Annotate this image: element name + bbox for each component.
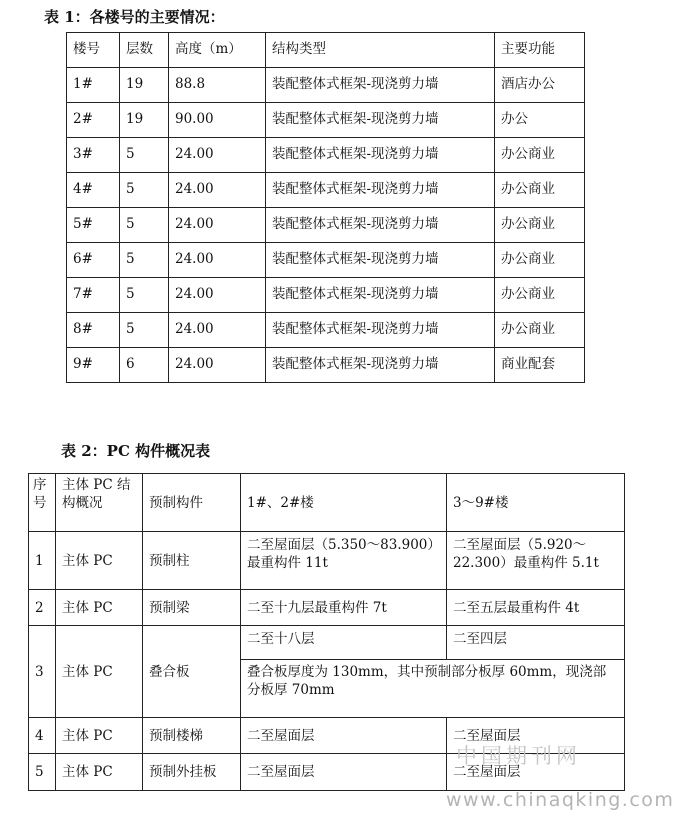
cell-main-function: 办公 xyxy=(495,103,585,138)
cell-building-3-9: 二至屋面层（5.920～22.300）最重构件 5.1t xyxy=(447,532,625,590)
cell-seq-no: 2 xyxy=(29,590,56,626)
watermark-site-name: 中国期刊网 xyxy=(456,744,581,768)
cell-structure-type: 装配整体式框架-现浇剪力墙 xyxy=(266,68,495,103)
cell-building-no: 8# xyxy=(67,313,120,348)
cell-structure-type: 主体 PC xyxy=(56,718,143,754)
cell-building-no: 4# xyxy=(67,173,120,208)
cell-height: 24.00 xyxy=(169,173,266,208)
table-row xyxy=(29,532,625,590)
cell-main-function: 办公商业 xyxy=(495,278,585,313)
watermark-url: www.chinaqking.com xyxy=(446,789,675,811)
cell-structure-type: 装配整体式框架-现浇剪力墙 xyxy=(266,103,495,138)
cell-seq-no: 1 xyxy=(29,532,56,590)
cell-component: 预制梁 xyxy=(143,590,241,626)
cell-component: 预制楼梯 xyxy=(143,718,241,754)
table-row xyxy=(29,590,625,626)
header-building-1-2: 1#、2#楼 xyxy=(241,474,447,532)
cell-component: 叠合板 xyxy=(143,626,241,718)
header-structure-type: 结构类型 xyxy=(266,33,495,68)
cell-structure-type: 主体 PC xyxy=(56,590,143,626)
cell-building-3-9: 二至屋面层 xyxy=(447,754,625,791)
cell-building-1-2: 二至屋面层 xyxy=(241,754,447,791)
cell-main-function: 办公商业 xyxy=(495,243,585,278)
header-structure-overview: 主体 PC 结构概况 xyxy=(56,474,143,532)
cell-height: 24.00 xyxy=(169,208,266,243)
cell-floors: 19 xyxy=(120,103,169,138)
cell-structure-type: 装配整体式框架-现浇剪力墙 xyxy=(266,313,495,348)
cell-building-no: 6# xyxy=(67,243,120,278)
cell-building-1-2: 二至屋面层 xyxy=(241,718,447,754)
cell-height: 24.00 xyxy=(169,243,266,278)
header-prefab-component: 预制构件 xyxy=(143,474,241,532)
header-seq-no: 序号 xyxy=(29,474,56,532)
cell-building-no: 7# xyxy=(67,278,120,313)
table1-title: 表 1：各楼号的主要情况： xyxy=(44,8,225,26)
cell-structure-type: 主体 PC xyxy=(56,532,143,590)
cell-seq-no: 4 xyxy=(29,718,56,754)
cell-height: 24.00 xyxy=(169,278,266,313)
cell-structure-type: 主体 PC xyxy=(56,754,143,791)
cell-main-function: 商业配套 xyxy=(495,348,585,383)
cell-main-function: 办公商业 xyxy=(495,173,585,208)
cell-main-function: 办公商业 xyxy=(495,208,585,243)
table-header-row xyxy=(29,474,625,532)
cell-building-1-2: 二至十八层 xyxy=(241,626,447,660)
table-row xyxy=(67,138,585,173)
cell-height: 24.00 xyxy=(169,138,266,173)
cell-structure-type: 装配整体式框架-现浇剪力墙 xyxy=(266,173,495,208)
cell-main-function: 办公商业 xyxy=(495,138,585,173)
cell-height: 90.00 xyxy=(169,103,266,138)
table-row xyxy=(67,348,585,383)
cell-floors: 19 xyxy=(120,68,169,103)
cell-main-function: 酒店办公 xyxy=(495,68,585,103)
cell-component: 预制柱 xyxy=(143,532,241,590)
header-height: 高度（m） xyxy=(169,33,266,68)
cell-building-no: 2# xyxy=(67,103,120,138)
table-row xyxy=(67,278,585,313)
header-building-3-9: 3～9#楼 xyxy=(447,474,625,532)
cell-building-no: 1# xyxy=(67,68,120,103)
cell-building-1-2: 二至屋面层（5.350～83.900）最重构件 11t xyxy=(241,532,447,590)
cell-building-3-9: 二至五层最重构件 4t xyxy=(447,590,625,626)
cell-component: 预制外挂板 xyxy=(143,754,241,791)
cell-structure-type: 装配整体式框架-现浇剪力墙 xyxy=(266,348,495,383)
header-building-no: 楼号 xyxy=(67,33,120,68)
cell-floors: 5 xyxy=(120,278,169,313)
cell-seq-no: 3 xyxy=(29,626,56,718)
cell-height: 24.00 xyxy=(169,313,266,348)
table-row xyxy=(67,173,585,208)
cell-floors: 5 xyxy=(120,138,169,173)
cell-height: 24.00 xyxy=(169,348,266,383)
table-header-row xyxy=(67,33,585,68)
cell-building-no: 9# xyxy=(67,348,120,383)
cell-floors: 5 xyxy=(120,173,169,208)
building-info-table xyxy=(66,32,585,383)
cell-structure-type: 装配整体式框架-现浇剪力墙 xyxy=(266,278,495,313)
cell-floors: 5 xyxy=(120,208,169,243)
cell-building-no: 5# xyxy=(67,208,120,243)
header-floors: 层数 xyxy=(120,33,169,68)
table-row xyxy=(67,243,585,278)
table-row xyxy=(67,103,585,138)
cell-building-no: 3# xyxy=(67,138,120,173)
cell-main-function: 办公商业 xyxy=(495,313,585,348)
cell-building-1-2: 二至十九层最重构件 7t xyxy=(241,590,447,626)
header-main-function: 主要功能 xyxy=(495,33,585,68)
cell-floors: 6 xyxy=(120,348,169,383)
cell-structure-type: 装配整体式框架-现浇剪力墙 xyxy=(266,138,495,173)
cell-building-3-9: 二至四层 xyxy=(447,626,625,660)
table-row xyxy=(67,208,585,243)
table-row xyxy=(67,313,585,348)
cell-structure-type: 主体 PC xyxy=(56,626,143,718)
table2-title: 表 2：PC 构件概况表 xyxy=(61,442,211,460)
cell-building-3-9: 二至屋面层 xyxy=(447,718,625,754)
cell-floors: 5 xyxy=(120,313,169,348)
cell-structure-type: 装配整体式框架-现浇剪力墙 xyxy=(266,208,495,243)
table-row xyxy=(29,626,625,660)
cell-slab-note: 叠合板厚度为 130mm，其中预制部分板厚 60mm，现浇部分板厚 70mm xyxy=(241,660,625,718)
cell-height: 88.8 xyxy=(169,68,266,103)
cell-floors: 5 xyxy=(120,243,169,278)
table-row xyxy=(67,68,585,103)
cell-structure-type: 装配整体式框架-现浇剪力墙 xyxy=(266,243,495,278)
cell-seq-no: 5 xyxy=(29,754,56,791)
